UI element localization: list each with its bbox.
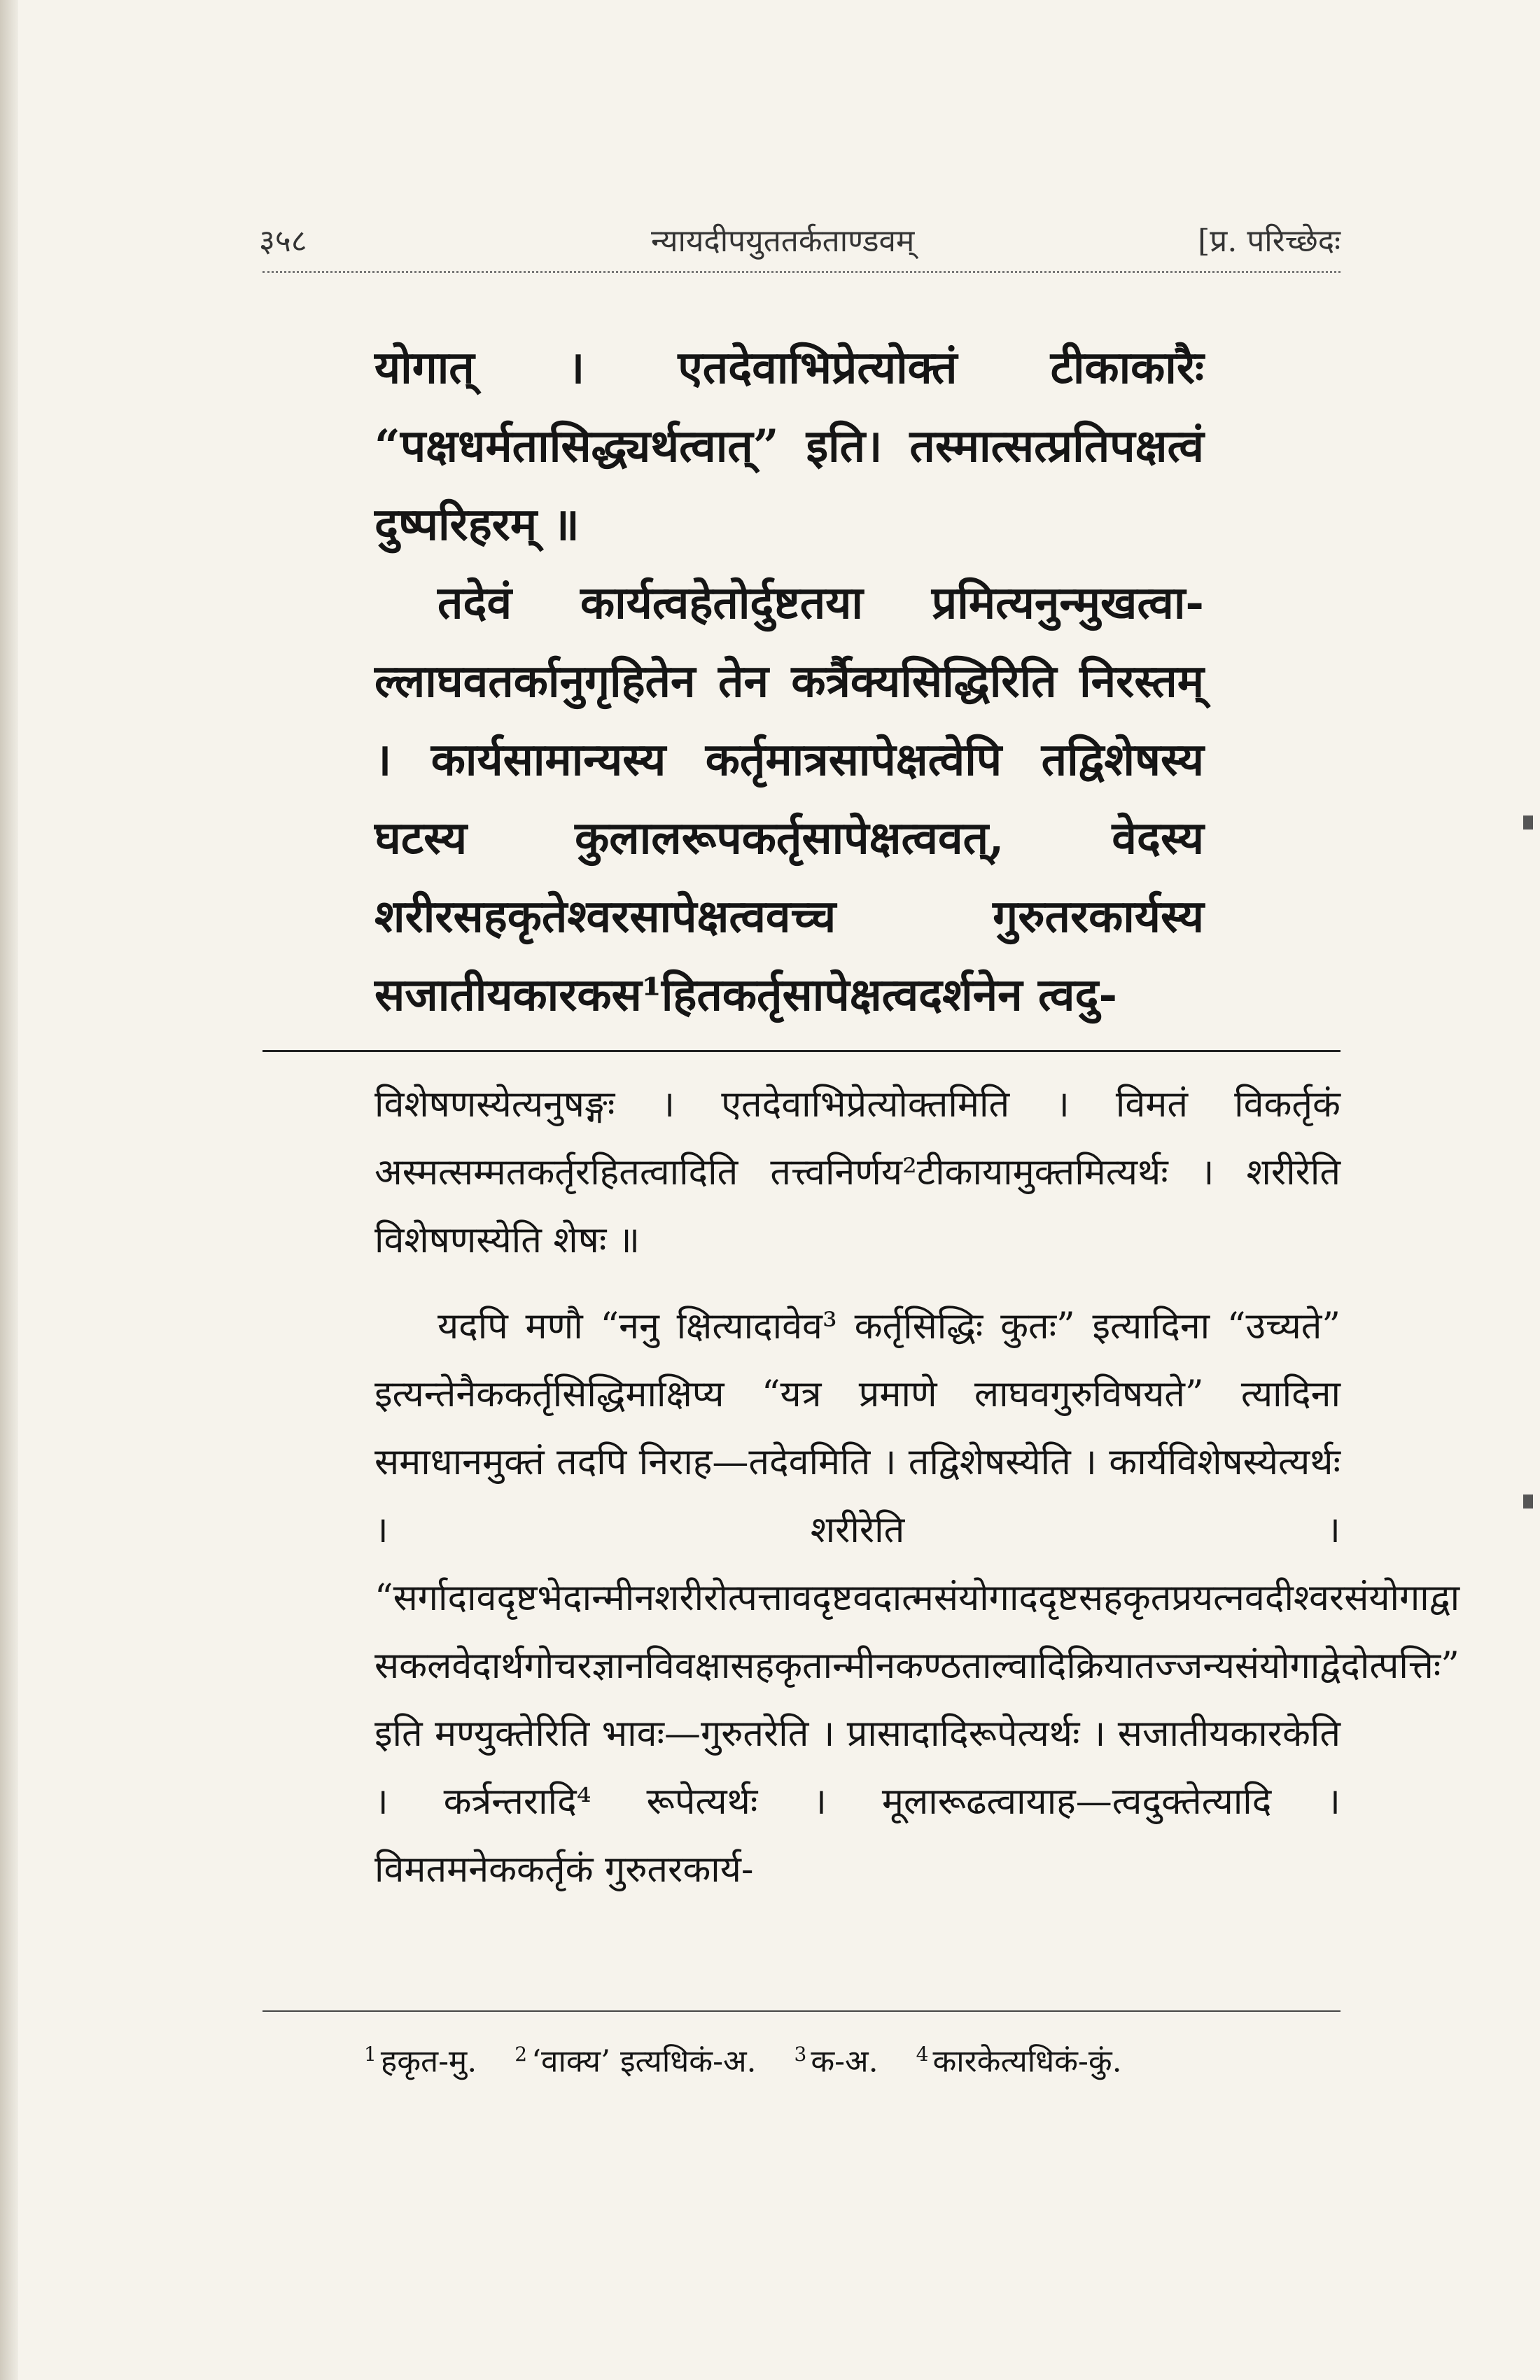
footnote-text: कारकेत्यधिकं-कुं. <box>932 2043 1122 2080</box>
footnote-text: ‘वाक्य’ इत्यधिकं-अ. <box>531 2043 757 2080</box>
running-head <box>259 220 1340 262</box>
page-binding-edge <box>0 0 18 2380</box>
header-rule <box>262 271 1340 273</box>
footnote <box>794 2030 878 2087</box>
page-number: ३५८ <box>259 223 307 259</box>
commentary-divider <box>262 1050 1340 1052</box>
footnote-mark: 4 <box>916 2043 929 2066</box>
main-paragraph: योगात् । एतदेवाभिप्रेत्योक्तं टीकाकारैः “पक्षधर्मतासिद्ध्यर्थत्वात्” इति। तस्मात्सत्प्रतिपक्षत्वं दुष्परिहरम् ॥ <box>374 342 1204 551</box>
footnotes <box>364 2030 1344 2087</box>
margin-speck <box>1523 816 1533 830</box>
commentary-paragraph: विशेषणस्येत्यनुषङ्गः । एतदेवाभिप्रेत्योक्तमिति । विमतं विकर्तृकं अस्मत्सम्मतकर्तृरहितत्वादिति तत्त्वनिर्णय²टीकायामुक्तमित्यर्थः । शरीरेति विशेषणस्येति शेषः ॥ <box>374 1084 1340 1261</box>
commentary-paragraph: यदपि मणौ “ननु क्षित्यादावेव³ कर्तृसिद्धिः कुतः” इत्यादिना “उच्यते” इत्यन्तेनैककर्तृसिद्धिमाक्षिप्य “यत्र प्रमाणे लाघवगुरुविषयते” त्यादिना समाधानमुक्तं तदपि निराह—तदेवमिति । तद्विशेषस्येति । कार्यविशेषस्येत्यर्थः । शरीरेति । “सर्गादावदृष्टभेदान्मीनशरीरोत्पत्तावदृष्टवदात्मसंयोगाददृष्टसहकृतप्रयत्नवदीश्वरसंयोगाद्वा सकलवेदार्थगोचरज्ञानविवक्षासहकृतान्मीनकण्ठताल्वादिक्रियातज्जन्यसंयोगाद्वेदोत्पत्तिः” इति मण्युक्तेरिति भावः—गुरुतरेति । प्रासादादिरूपेत्यर्थः । सजातीयकारकेति । कर्त्रन्तरादि⁴ रूपेत्यर्थः । मूलारूढत्वायाह—त्वदुक्तेत्यादि । विमतमनेककर्तृकं गुरुतरकार्य- <box>374 1306 1460 1891</box>
footnote-mark: 3 <box>794 2043 807 2066</box>
footnote <box>364 2030 477 2087</box>
footnote-rule <box>262 2010 1340 2012</box>
footnote-mark: 2 <box>514 2043 528 2066</box>
main-paragraph: तदेवं कार्यत्वहेतोर्दुष्टतया प्रमित्यनुन्मुखत्वा-ल्लाघवतर्कानुगृहितेन तेन कर्त्रैक्यसिद्धिरिति निरस्तम् । कार्यसामान्यस्य कर्तृमात्रसापेक्षत्वेपि तद्विशेषस्य घटस्य कुलालरूपकर्तृसापेक्षत्ववत्, वेदस्य शरीरसहकृतेश्वरसापेक्षत्ववच्च गुरुतरकार्यस्य सजातीयकारकस¹हितकर्तृसापेक्षत्वदर्शनेन त्वदु- <box>374 577 1204 1021</box>
footnote-mark: 1 <box>364 2043 377 2066</box>
book-title: न्यायदीपयुततर्कताण्डवम् <box>651 223 915 259</box>
commentary <box>374 1071 1460 1904</box>
margin-speck <box>1523 1494 1533 1508</box>
footnote-text: हकृत-मु. <box>380 2043 477 2080</box>
footnote <box>916 2030 1122 2087</box>
footnote-text: क-अ. <box>811 2043 878 2080</box>
footnote <box>514 2030 756 2087</box>
section-label: [प्र. परिच्छेदः <box>1198 223 1340 259</box>
main-text <box>374 329 1204 1035</box>
